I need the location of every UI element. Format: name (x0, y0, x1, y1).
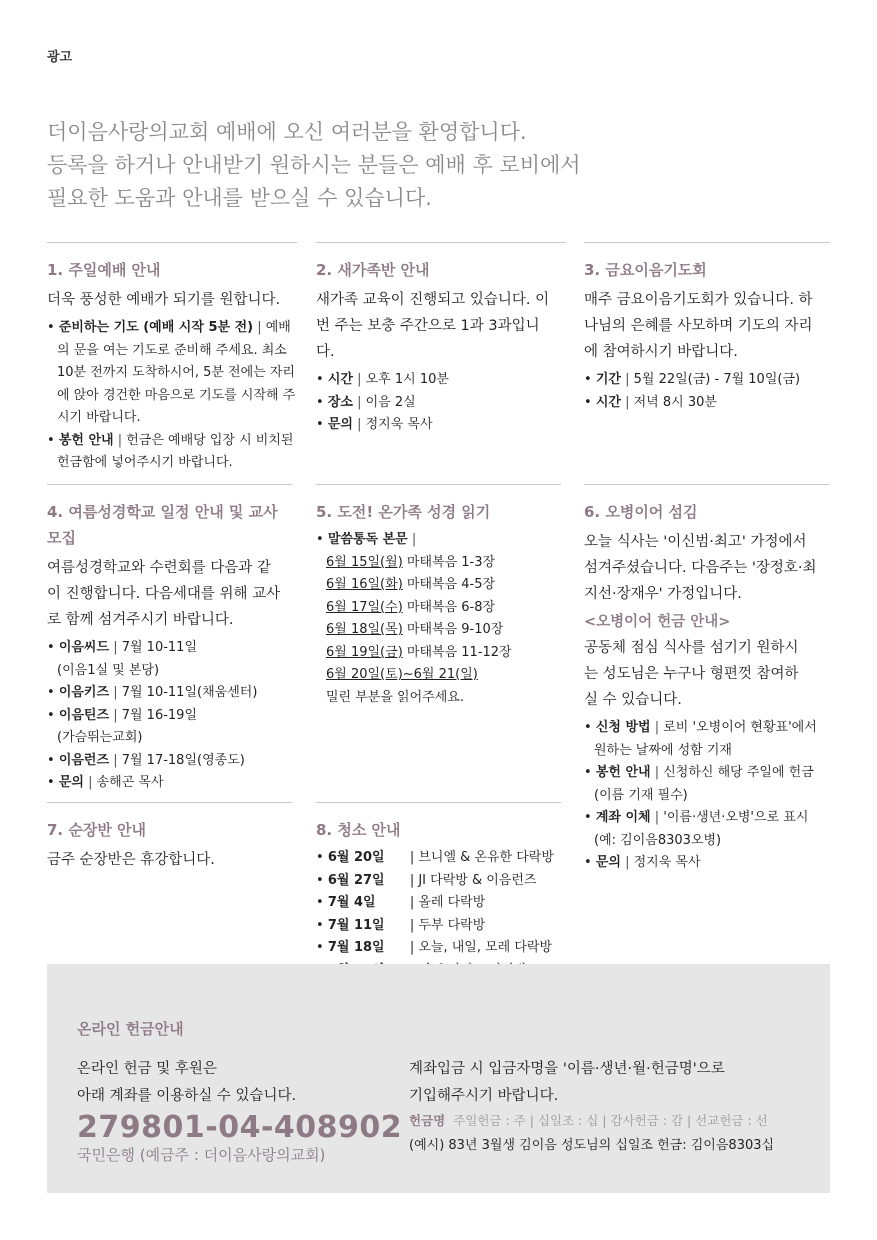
bullet: • 시간 | 오후 1시 10분 (316, 372, 449, 387)
reading-note: 밀린 부분을 읽어주세요. (326, 689, 464, 705)
bullet: • 이음키즈 | 7월 10-11일(채움센터) (47, 685, 258, 700)
bullet-sub: (가슴뛰는교회) (57, 730, 143, 745)
bullet: • 문의 | 송해곤 목사 (47, 775, 164, 790)
section-lead: 금주 순장반은 휴강합니다. (47, 852, 215, 868)
section-title: 7. 순장반 안내 (47, 821, 147, 839)
section-family-bible-reading (316, 484, 561, 709)
bullet: • 신청 방법 | 로비 '오병이어 현황표'에서 원하는 날짜에 성함 기재 (584, 720, 817, 758)
section-lead-2: 공동체 점심 식사를 섬기기 원하시는 성도님은 누구나 형편껏 참여하실 수 있습니다. (584, 640, 799, 708)
section-friday-prayer (584, 242, 830, 414)
section-title: 1. 주일예배 안내 (47, 261, 161, 279)
bullet: • 준비하는 기도 (예배 시작 5분 전) | 예배의 문을 여는 기도로 준비해 주세요. 최소 10분 전까지 도착하시어, 5분 전에는 자리에 앉아 경건한 마음으로 기도를 시작해 주시기 바랍니다. (47, 320, 296, 425)
bank-info: 국민은행 (예금주 : 더이음사랑의교회) (77, 1146, 326, 1164)
online-offering-panel (47, 964, 830, 1193)
account-number: 279801-04-408902 (77, 1110, 403, 1145)
section-lead: 매주 금요이음기도회가 있습니다. 하나님의 은혜를 사모하며 기도의 자리에 참여하시기 바랍니다. (584, 292, 813, 360)
cleaning-row: • 7월 4일 | 올레 다락방 (316, 895, 486, 910)
section-lead: 오늘 식사는 '이신범·최고' 가정에서 섬겨주셨습니다. 다음주는 '장정호·최지선·장재우' 가정입니다. (584, 534, 817, 602)
intro-line: 필요한 도움과 안내를 받으실 수 있습니다. (47, 186, 432, 210)
bullet: • 봉헌 안내 | 신청하신 해당 주일에 헌금 (이름 기재 필수) (584, 765, 814, 803)
bullet: • 계좌 이체 | '이름·생년·오병'으로 표시 (예: 김이음8303오병) (584, 810, 809, 848)
intro-line: 등록을 하거나 안내받기 원하시는 분들은 예배 후 로비에서 (47, 153, 581, 177)
offering-categories: 헌금명 주일헌금 : 주 | 십일조 : 십 | 감사헌금 : 감 | 선교헌금 : 선 (409, 1113, 768, 1128)
bullet: • 이음씨드 | 7월 10-11일 (47, 640, 198, 655)
bullet: • 이음런즈 | 7월 17-18일(영종도) (47, 752, 245, 768)
section-sunday-worship (47, 242, 297, 475)
section-lead: 더욱 풍성한 예배가 되기를 원합니다. (47, 292, 281, 308)
bullet: • 시간 | 저녁 8시 30분 (584, 394, 717, 410)
section-title: 2. 새가족반 안내 (316, 261, 430, 279)
bullet: • 봉헌 안내 | 헌금은 예배당 입장 시 비치된 헌금함에 넣어주시기 바랍니다. (47, 432, 294, 470)
cleaning-row: • 6월 20일 | 브니엘 & 온유한 다락방 (316, 850, 554, 865)
bullet: • 장소 | 이음 2실 (316, 394, 416, 410)
section-obyeongieo-service (584, 484, 830, 875)
online-description: 온라인 헌금 및 후원은 아래 계좌를 이용하실 수 있습니다. (77, 1061, 297, 1104)
reading-row: 6월 17일(수) 마태복음 6-8장 (326, 599, 496, 615)
reading-row: 6월 19일(금) 마태복음 11-12장 (326, 644, 512, 660)
section-summer-bible-school (47, 484, 292, 795)
ad-tag: 광고 (47, 50, 73, 65)
section-lead: 여름성경학교와 수련회를 다음과 같이 진행합니다. 다음세대를 위해 교사로 함께 섬겨주시기 바랍니다. (47, 560, 281, 628)
section-title: 3. 금요이음기도회 (584, 261, 707, 279)
welcome-intro (47, 116, 847, 215)
deposit-instruction: 계좌입금 시 입금자명을 '이름·생년·월·헌금명'으로 기입해주시기 바랍니다. (409, 1061, 725, 1104)
reading-row: 6월 15일(월) 마태복음 1-3장 (326, 554, 496, 570)
reading-row: 6월 16일(화) 마태복음 4-5장 (326, 577, 496, 592)
section-newcomer-class (316, 242, 566, 437)
section-leader-class (47, 802, 292, 873)
section-title: 8. 청소 안내 (316, 821, 401, 839)
section-title: 6. 오병이어 섬김 (584, 503, 698, 521)
section-title: 4. 여름성경학교 일정 안내 및 교사 모집 (47, 503, 278, 547)
online-title: 온라인 헌금안내 (77, 1020, 184, 1038)
bullet: • 문의 | 정지욱 목사 (584, 855, 701, 870)
cleaning-row: • 7월 18일 | 오늘, 내일, 모레 다락방 (316, 940, 553, 955)
bullet: • 기간 | 5월 22일(금) - 7월 10일(금) (584, 372, 801, 387)
cleaning-row: • 6월 27일 | JI 다락방 & 이음런즈 (316, 872, 537, 888)
bullet-sub: (이음1실 및 본당) (57, 662, 160, 678)
bullet: • 말씀통독 본문 | (316, 532, 417, 547)
offering-subtitle: <오병이어 헌금 안내> (584, 614, 731, 630)
section-title: 5. 도전! 온가족 성경 읽기 (316, 503, 491, 521)
deposit-example: (예시) 83년 3월생 김이음 성도님의 십일조 헌금: 김이음8303십 (409, 1138, 775, 1153)
intro-line: 더이음사랑의교회 예배에 오신 여러분을 환영합니다. (47, 120, 527, 144)
bullet: • 문의 | 정지욱 목사 (316, 417, 433, 432)
section-lead: 새가족 교육이 진행되고 있습니다. 이번 주는 보충 주간으로 1과 3과입니다. (316, 292, 550, 360)
cleaning-row: • 7월 11일 | 두부 다락방 (316, 917, 486, 933)
section-cleaning-schedule (316, 802, 561, 982)
reading-row: 6월 18일(목) 마태복음 9-10장 (326, 622, 504, 637)
bullet: • 이음틴즈 | 7월 16-19일 (47, 707, 198, 723)
reading-row: 6월 20일(토)~6월 21(일) (326, 667, 478, 682)
